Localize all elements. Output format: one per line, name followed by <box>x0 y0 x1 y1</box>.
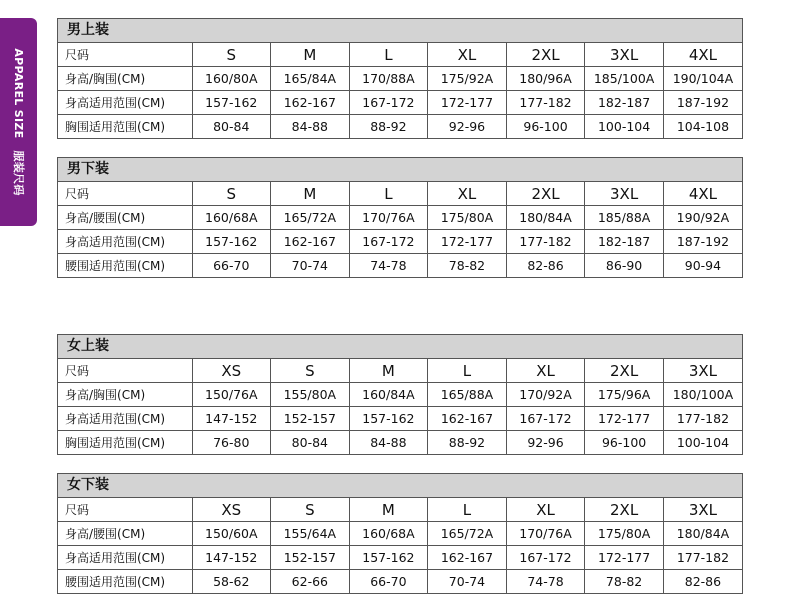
size-label: L <box>349 182 428 206</box>
row-label: 身高/胸围(CM) <box>58 383 192 407</box>
size-label: 3XL <box>585 43 664 67</box>
table-cell: 80-84 <box>271 431 350 455</box>
row-label: 身高适用范围(CM) <box>58 91 192 115</box>
apparel-size-cn: 服装尺码 <box>11 150 25 196</box>
size-label: M <box>271 43 350 67</box>
table-cell: 100-104 <box>663 431 742 455</box>
table-row <box>58 67 742 91</box>
row-label: 身高适用范围(CM) <box>58 407 192 431</box>
table-row <box>58 115 742 139</box>
table-cell: 160/68A <box>349 522 428 546</box>
size-label: XS <box>192 498 271 522</box>
table-cell: 177-182 <box>663 546 742 570</box>
table-cell: 185/88A <box>585 206 664 230</box>
size-label: 3XL <box>663 498 742 522</box>
table-cell: 172-177 <box>428 230 507 254</box>
table-cell: 177-182 <box>663 407 742 431</box>
table-cell: 177-182 <box>506 230 585 254</box>
size-label: 2XL <box>506 43 585 67</box>
table-row <box>58 230 742 254</box>
table-cell: 84-88 <box>349 431 428 455</box>
size-table <box>58 43 742 138</box>
apparel-size-tab <box>0 18 37 226</box>
table-cell: 76-80 <box>192 431 271 455</box>
table-cell: 172-177 <box>428 91 507 115</box>
table-cell: 74-78 <box>349 254 428 278</box>
table-cell: 162-167 <box>271 91 350 115</box>
size-table-women-tops <box>57 334 743 455</box>
size-label: M <box>271 182 350 206</box>
table-title: 男下装 <box>58 158 742 182</box>
table-title: 女上装 <box>58 335 742 359</box>
table-cell: 170/88A <box>349 67 428 91</box>
table-title: 女下装 <box>58 474 742 498</box>
size-header-row <box>58 182 742 206</box>
table-cell: 150/76A <box>192 383 271 407</box>
table-cell: 88-92 <box>349 115 428 139</box>
table-cell: 175/80A <box>428 206 507 230</box>
row-label: 身高/胸围(CM) <box>58 67 192 91</box>
table-cell: 165/84A <box>271 67 350 91</box>
size-label: 4XL <box>663 182 742 206</box>
row-label: 尺码 <box>65 364 90 378</box>
size-label: XL <box>428 43 507 67</box>
table-cell: 167-172 <box>349 230 428 254</box>
table-cell: 78-82 <box>585 570 664 594</box>
row-label: 身高/腰围(CM) <box>58 206 192 230</box>
size-label: XL <box>506 359 585 383</box>
table-cell: 177-182 <box>506 91 585 115</box>
table-row <box>58 91 742 115</box>
table-cell: 155/80A <box>271 383 350 407</box>
size-label: S <box>271 359 350 383</box>
size-label: 3XL <box>663 359 742 383</box>
table-cell: 180/84A <box>663 522 742 546</box>
row-label: 尺码 <box>65 187 90 201</box>
row-label: 身高适用范围(CM) <box>58 230 192 254</box>
table-cell: 152-157 <box>271 407 350 431</box>
table-cell: 190/104A <box>663 67 742 91</box>
table-cell: 180/96A <box>506 67 585 91</box>
table-cell: 88-92 <box>428 431 507 455</box>
row-label: 身高适用范围(CM) <box>58 546 192 570</box>
size-label: L <box>428 359 507 383</box>
table-cell: 152-157 <box>271 546 350 570</box>
size-table <box>58 359 742 454</box>
table-cell: 62-66 <box>271 570 350 594</box>
table-cell: 96-100 <box>585 431 664 455</box>
size-label: M <box>349 498 428 522</box>
size-header-row <box>58 498 742 522</box>
row-label: 尺码 <box>65 503 90 517</box>
table-row <box>58 206 742 230</box>
row-label: 腰围适用范围(CM) <box>58 570 192 594</box>
table-cell: 187-192 <box>663 230 742 254</box>
size-label: L <box>349 43 428 67</box>
row-label: 尺码 <box>65 48 90 62</box>
table-cell: 167-172 <box>506 546 585 570</box>
table-cell: 96-100 <box>506 115 585 139</box>
table-cell: 162-167 <box>428 407 507 431</box>
table-cell: 160/68A <box>192 206 271 230</box>
table-cell: 92-96 <box>506 431 585 455</box>
size-label: 2XL <box>506 182 585 206</box>
size-label: 2XL <box>585 498 664 522</box>
table-cell: 78-82 <box>428 254 507 278</box>
row-label: 胸围适用范围(CM) <box>58 115 192 139</box>
table-cell: 190/92A <box>663 206 742 230</box>
table-cell: 170/76A <box>349 206 428 230</box>
table-cell: 70-74 <box>428 570 507 594</box>
row-label: 身高/腰围(CM) <box>58 522 192 546</box>
table-cell: 175/96A <box>585 383 664 407</box>
table-cell: 165/72A <box>271 206 350 230</box>
table-cell: 82-86 <box>663 570 742 594</box>
table-cell: 180/100A <box>663 383 742 407</box>
table-cell: 157-162 <box>349 546 428 570</box>
size-label: 2XL <box>585 359 664 383</box>
table-cell: 185/100A <box>585 67 664 91</box>
table-cell: 175/92A <box>428 67 507 91</box>
table-cell: 147-152 <box>192 407 271 431</box>
table-cell: 66-70 <box>349 570 428 594</box>
table-row <box>58 383 742 407</box>
table-cell: 157-162 <box>192 91 271 115</box>
table-cell: 160/80A <box>192 67 271 91</box>
table-cell: 165/72A <box>428 522 507 546</box>
table-cell: 86-90 <box>585 254 664 278</box>
table-row <box>58 407 742 431</box>
table-cell: 147-152 <box>192 546 271 570</box>
size-label: 3XL <box>585 182 664 206</box>
table-cell: 170/76A <box>506 522 585 546</box>
table-row <box>58 254 742 278</box>
table-cell: 74-78 <box>506 570 585 594</box>
table-cell: 100-104 <box>585 115 664 139</box>
size-label: M <box>349 359 428 383</box>
size-label: S <box>192 182 271 206</box>
table-row <box>58 570 742 594</box>
table-cell: 187-192 <box>663 91 742 115</box>
table-cell: 170/92A <box>506 383 585 407</box>
row-label: 胸围适用范围(CM) <box>58 431 192 455</box>
size-table <box>58 498 742 593</box>
size-table <box>58 182 742 277</box>
size-header-row <box>58 43 742 67</box>
table-cell: 162-167 <box>271 230 350 254</box>
table-cell: 165/88A <box>428 383 507 407</box>
table-cell: 92-96 <box>428 115 507 139</box>
size-header-row <box>58 359 742 383</box>
table-cell: 175/80A <box>585 522 664 546</box>
table-cell: 182-187 <box>585 230 664 254</box>
table-cell: 172-177 <box>585 546 664 570</box>
size-label: XL <box>506 498 585 522</box>
table-cell: 167-172 <box>506 407 585 431</box>
apparel-size-label <box>11 48 27 195</box>
table-cell: 104-108 <box>663 115 742 139</box>
size-table-men-bottoms <box>57 157 743 278</box>
table-cell: 80-84 <box>192 115 271 139</box>
table-cell: 90-94 <box>663 254 742 278</box>
table-title: 男上装 <box>58 19 742 43</box>
table-cell: 167-172 <box>349 91 428 115</box>
table-row <box>58 431 742 455</box>
size-label: 4XL <box>663 43 742 67</box>
table-cell: 58-62 <box>192 570 271 594</box>
size-label: S <box>271 498 350 522</box>
size-table-women-bottoms <box>57 473 743 594</box>
table-cell: 160/84A <box>349 383 428 407</box>
size-label: XS <box>192 359 271 383</box>
table-row <box>58 522 742 546</box>
table-cell: 182-187 <box>585 91 664 115</box>
table-cell: 155/64A <box>271 522 350 546</box>
size-table-men-tops <box>57 18 743 139</box>
size-label: S <box>192 43 271 67</box>
table-cell: 150/60A <box>192 522 271 546</box>
table-cell: 157-162 <box>349 407 428 431</box>
table-cell: 84-88 <box>271 115 350 139</box>
size-label: XL <box>428 182 507 206</box>
table-cell: 162-167 <box>428 546 507 570</box>
table-cell: 180/84A <box>506 206 585 230</box>
table-row <box>58 546 742 570</box>
size-label: L <box>428 498 507 522</box>
table-cell: 172-177 <box>585 407 664 431</box>
row-label: 腰围适用范围(CM) <box>58 254 192 278</box>
table-cell: 66-70 <box>192 254 271 278</box>
table-cell: 82-86 <box>506 254 585 278</box>
table-cell: 157-162 <box>192 230 271 254</box>
table-cell: 70-74 <box>271 254 350 278</box>
apparel-size-en: APPAREL SIZE <box>11 48 25 139</box>
